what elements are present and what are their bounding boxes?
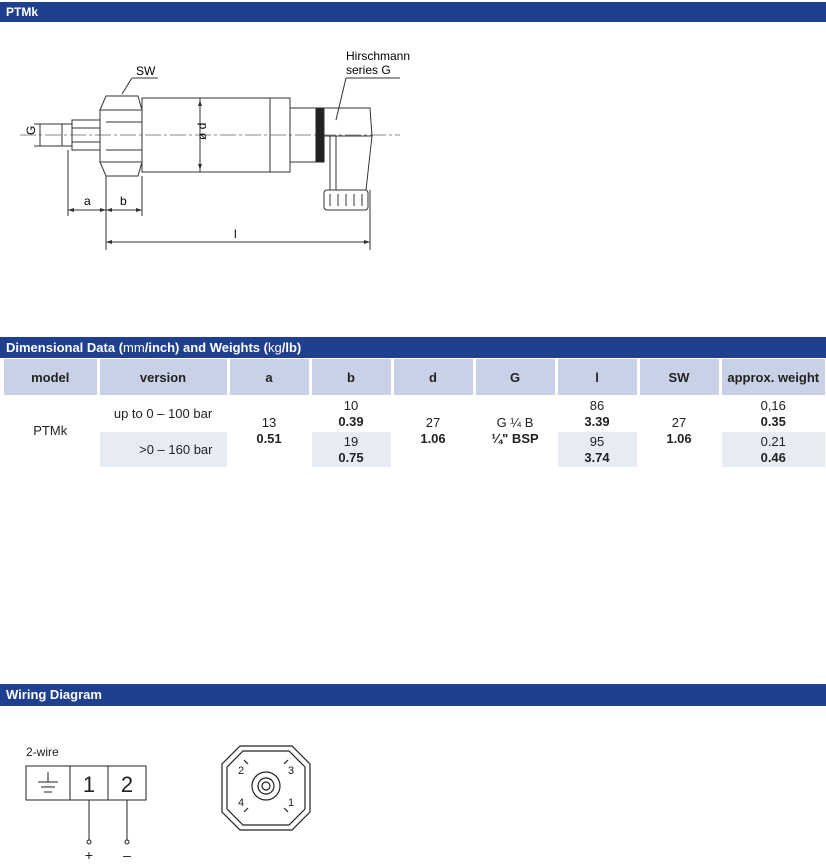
plus-label: +	[84, 847, 94, 863]
pin-4-label: 4	[238, 797, 245, 809]
dim-title-slash2: /	[281, 340, 286, 355]
col-a: a	[228, 359, 310, 395]
cell-b	[310, 432, 392, 467]
version-value: >0 – 160 bar	[139, 441, 213, 457]
dim-title-lb: lb)	[285, 340, 302, 355]
cell-weight	[720, 432, 825, 467]
cell-b	[310, 395, 392, 432]
col-l: l	[556, 359, 638, 395]
wire-type-label: 2-wire	[26, 745, 59, 759]
sw-inch: 1.06	[666, 431, 692, 446]
dim-title-mm: mm	[123, 340, 145, 355]
cell-g	[474, 395, 556, 467]
dim-title-slash1: /	[144, 340, 149, 355]
dimensions-table	[4, 359, 825, 467]
label-a: a	[84, 194, 91, 208]
dimension-drawing	[0, 40, 440, 260]
section-header-ptmk	[0, 2, 826, 22]
cell-sw	[638, 395, 720, 467]
col-b: b	[310, 359, 392, 395]
weight-lb: 0.46	[760, 449, 786, 465]
cell-version	[98, 432, 228, 467]
d-inch: 1.06	[420, 431, 446, 446]
col-g: G	[474, 359, 556, 395]
col-sw: SW	[638, 359, 720, 395]
g-inch: ¼" BSP	[491, 431, 539, 446]
wiring-title: Wiring Diagram	[6, 687, 102, 702]
label-d: ø d	[195, 122, 209, 140]
sw-mm: 27	[671, 415, 687, 430]
minus-label: –	[123, 847, 131, 863]
cell-d	[392, 395, 474, 467]
l-mm: 95	[589, 433, 605, 449]
table-header-row	[4, 359, 825, 395]
cell-l	[556, 395, 638, 432]
b-inch: 0.75	[338, 449, 364, 465]
b-inch: 0.39	[338, 413, 364, 429]
cell-a	[228, 395, 310, 467]
connector-pinout-icon	[222, 746, 310, 830]
dim-title-kg: kg	[267, 340, 282, 355]
dim-title-inch: inch) and Weights (	[148, 340, 268, 355]
label-g: G	[24, 125, 38, 135]
weight-lb: 0.35	[760, 413, 786, 429]
wiring-diagram	[0, 740, 330, 866]
g-metric: G ¼ B	[496, 415, 534, 430]
model-name: PTMk	[33, 423, 68, 438]
weight-kg: 0.21	[760, 433, 786, 449]
cell-version	[98, 395, 228, 432]
section-header-dimensions	[0, 337, 826, 358]
b-mm: 10	[343, 397, 359, 413]
version-value: up to 0 – 100 bar	[113, 405, 213, 421]
d-mm: 27	[425, 415, 441, 430]
dim-title-main: Dimensional Data (	[6, 340, 124, 355]
b-mm: 19	[343, 433, 359, 449]
col-model: model	[4, 359, 98, 395]
weight-kg: 0,16	[760, 397, 786, 413]
label-l: l	[234, 227, 237, 241]
table-row	[4, 395, 825, 432]
l-mm: 86	[589, 397, 605, 413]
terminal-1-label: 1	[82, 772, 96, 797]
label-series-g: series G	[346, 63, 391, 77]
cell-l	[556, 432, 638, 467]
pin-3-label: 3	[288, 765, 295, 777]
col-weight: approx. weight	[720, 359, 825, 395]
cell-weight	[720, 395, 825, 432]
label-sw: SW	[136, 64, 156, 78]
col-version: version	[98, 359, 228, 395]
a-inch: 0.51	[256, 431, 282, 446]
a-mm: 13	[261, 415, 277, 430]
pin-2-label: 2	[238, 765, 245, 777]
cell-model	[4, 395, 98, 467]
pin-1-label: 1	[288, 797, 295, 809]
label-b: b	[120, 194, 127, 208]
l-inch: 3.39	[584, 413, 610, 429]
section-title: PTMk	[6, 5, 39, 19]
label-hirschmann: Hirschmann	[346, 49, 411, 63]
col-d: d	[392, 359, 474, 395]
section-header-wiring	[0, 684, 826, 706]
l-inch: 3.74	[584, 449, 610, 465]
terminal-2-label: 2	[120, 772, 134, 797]
